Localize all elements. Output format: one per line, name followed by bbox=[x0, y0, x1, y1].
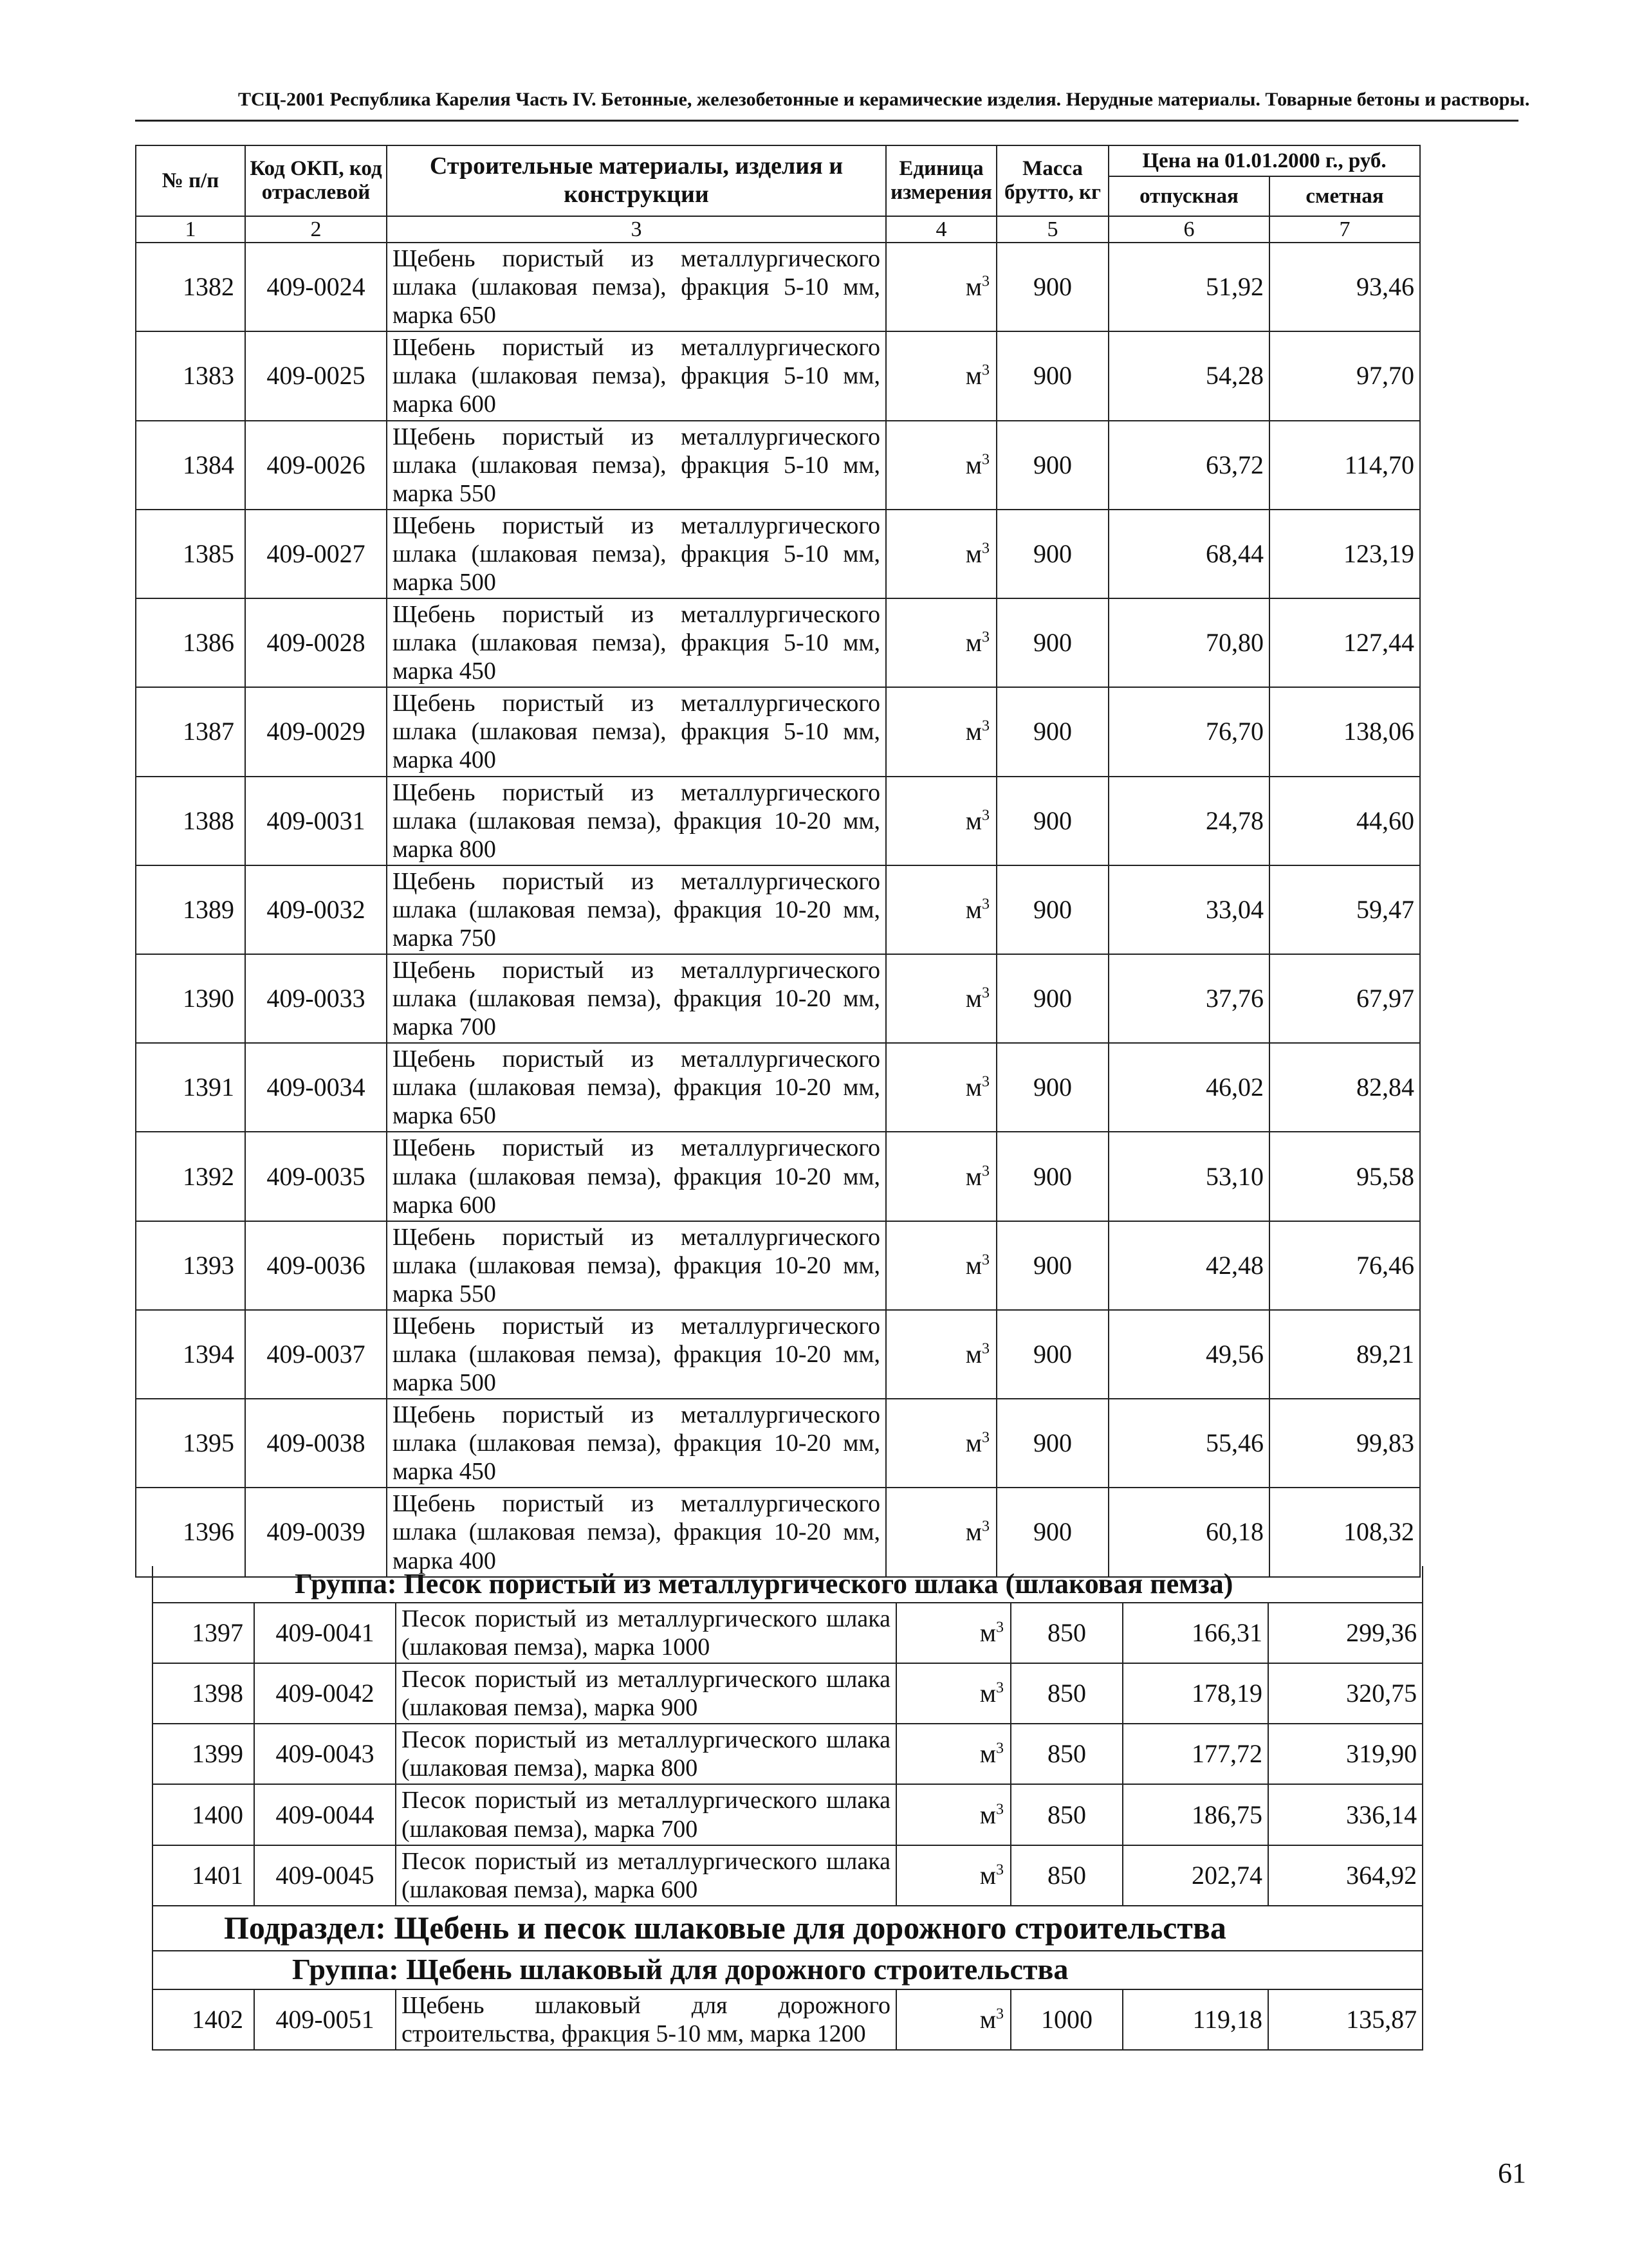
row-price-release: 119,18 bbox=[1123, 1989, 1268, 2050]
row-number: 1402 bbox=[152, 1989, 254, 2050]
unit-label: м bbox=[965, 1161, 982, 1191]
unit-power: 3 bbox=[982, 451, 990, 468]
column-number-row bbox=[136, 216, 1420, 243]
row-price-release: 68,44 bbox=[1109, 510, 1269, 598]
row-price-estimate: 138,06 bbox=[1269, 687, 1420, 776]
unit-power: 3 bbox=[982, 1163, 990, 1180]
row-unit bbox=[886, 687, 997, 776]
row-description: Щебень пористый из металлургического шлака (шлаковая пемза), фракция 10-20 мм, марка 750 bbox=[387, 865, 886, 954]
row-description: Песок пористый из металлургического шлака (шлаковая пемза), марка 800 bbox=[396, 1724, 896, 1784]
row-price-release: 42,48 bbox=[1109, 1221, 1269, 1310]
row-unit bbox=[886, 1399, 997, 1488]
unit-power: 3 bbox=[982, 1251, 990, 1269]
unit-power: 3 bbox=[996, 1619, 1004, 1636]
row-number: 1391 bbox=[136, 1043, 245, 1132]
col-header-unit: Единица измерения bbox=[886, 145, 997, 216]
row-price-release: 37,76 bbox=[1109, 954, 1269, 1043]
subsection-title: Подраздел: Щебень и песок шлаковые для дорожного строительства bbox=[152, 1906, 1423, 1951]
table-row bbox=[136, 421, 1420, 510]
row-mass: 900 bbox=[997, 954, 1109, 1043]
row-description: Щебень пористый из металлургического шлака (шлаковая пемза), фракция 10-20 мм, марка 550 bbox=[387, 1221, 886, 1310]
row-number: 1396 bbox=[136, 1488, 245, 1576]
row-number: 1390 bbox=[136, 954, 245, 1043]
unit-power: 3 bbox=[982, 718, 990, 735]
row-description: Щебень пористый из металлургического шлака (шлаковая пемза), фракция 5-10 мм, марка 650 bbox=[387, 243, 886, 331]
row-mass: 1000 bbox=[1011, 1989, 1123, 2050]
row-description: Щебень шлаковый для дорожного строительства, фракция 5-10 мм, марка 1200 bbox=[396, 1989, 896, 2050]
row-price-estimate: 364,92 bbox=[1268, 1845, 1423, 1906]
unit-label: м bbox=[965, 717, 982, 746]
unit-label: м bbox=[979, 2004, 996, 2034]
col-number: 3 bbox=[387, 216, 886, 243]
row-unit bbox=[886, 1488, 997, 1576]
unit-label: м bbox=[979, 1739, 996, 1769]
table-row bbox=[152, 1663, 1423, 1724]
row-number: 1395 bbox=[136, 1399, 245, 1488]
unit-label: м bbox=[965, 272, 982, 302]
row-mass: 900 bbox=[997, 1132, 1109, 1221]
table-row bbox=[136, 510, 1420, 598]
unit-power: 3 bbox=[982, 807, 990, 824]
row-code: 409-0025 bbox=[245, 331, 387, 420]
row-unit bbox=[886, 243, 997, 331]
row-description: Щебень пористый из металлургического шлака (шлаковая пемза), фракция 10-20 мм, марка 800 bbox=[387, 777, 886, 865]
row-code: 409-0036 bbox=[245, 1221, 387, 1310]
row-code: 409-0032 bbox=[245, 865, 387, 954]
table-row bbox=[152, 1845, 1423, 1906]
table-row bbox=[136, 1221, 1420, 1310]
row-code: 409-0034 bbox=[245, 1043, 387, 1132]
row-mass: 900 bbox=[997, 1310, 1109, 1399]
row-unit bbox=[886, 421, 997, 510]
row-description: Песок пористый из металлургического шлака (шлаковая пемза), марка 600 bbox=[396, 1845, 896, 1906]
row-code: 409-0041 bbox=[254, 1603, 396, 1663]
row-code: 409-0035 bbox=[245, 1132, 387, 1221]
unit-power: 3 bbox=[982, 1073, 990, 1091]
col-number: 2 bbox=[245, 216, 387, 243]
row-mass: 900 bbox=[997, 687, 1109, 776]
table-row bbox=[152, 1989, 1423, 2050]
row-code: 409-0037 bbox=[245, 1310, 387, 1399]
row-code: 409-0028 bbox=[245, 598, 387, 687]
row-unit bbox=[886, 598, 997, 687]
row-number: 1401 bbox=[152, 1845, 254, 1906]
row-description: Щебень пористый из металлургического шлака (шлаковая пемза), фракция 5-10 мм, марка 450 bbox=[387, 598, 886, 687]
unit-power: 3 bbox=[982, 540, 990, 557]
row-number: 1399 bbox=[152, 1724, 254, 1784]
unit-power: 3 bbox=[982, 984, 990, 1002]
header-row bbox=[136, 145, 1420, 176]
page-header: ТСЦ-2001 Республика Карелия Часть IV. Бетонные, железобетонные и керамические изделия. Нерудные материалы. Товарные бетоны и растворы. bbox=[238, 89, 1530, 110]
unit-label: м bbox=[965, 1340, 982, 1369]
col-header-price-estimate: сметная bbox=[1269, 176, 1420, 216]
row-mass: 900 bbox=[997, 421, 1109, 510]
row-price-release: 76,70 bbox=[1109, 687, 1269, 776]
row-number: 1382 bbox=[136, 243, 245, 331]
col-header-mass: Масса брутто, кг bbox=[997, 145, 1109, 216]
table-row bbox=[136, 331, 1420, 420]
row-mass: 850 bbox=[1011, 1845, 1123, 1906]
row-price-estimate: 123,19 bbox=[1269, 510, 1420, 598]
row-code: 409-0045 bbox=[254, 1845, 396, 1906]
unit-label: м bbox=[965, 628, 982, 658]
row-price-estimate: 76,46 bbox=[1269, 1221, 1420, 1310]
group-row bbox=[152, 1951, 1423, 1989]
table-row bbox=[152, 1724, 1423, 1784]
row-mass: 900 bbox=[997, 1043, 1109, 1132]
row-unit bbox=[886, 777, 997, 865]
table-row bbox=[136, 687, 1420, 776]
row-description: Щебень пористый из металлургического шлака (шлаковая пемза), фракция 5-10 мм, марка 500 bbox=[387, 510, 886, 598]
row-price-estimate: 95,58 bbox=[1269, 1132, 1420, 1221]
row-number: 1400 bbox=[152, 1784, 254, 1845]
unit-power: 3 bbox=[996, 1740, 1004, 1758]
row-price-release: 186,75 bbox=[1123, 1784, 1268, 1845]
row-unit bbox=[886, 1221, 997, 1310]
price-table-continued bbox=[152, 1566, 1423, 2051]
unit-label: м bbox=[965, 1517, 982, 1547]
unit-label: м bbox=[965, 1250, 982, 1280]
col-header-price-release: отпускная bbox=[1109, 176, 1269, 216]
row-price-release: 54,28 bbox=[1109, 331, 1269, 420]
row-mass: 900 bbox=[997, 598, 1109, 687]
table-row bbox=[136, 1310, 1420, 1399]
row-price-estimate: 135,87 bbox=[1268, 1989, 1423, 2050]
price-table bbox=[135, 145, 1421, 1578]
row-number: 1383 bbox=[136, 331, 245, 420]
row-mass: 900 bbox=[997, 777, 1109, 865]
row-number: 1392 bbox=[136, 1132, 245, 1221]
row-mass: 850 bbox=[1011, 1603, 1123, 1663]
row-code: 409-0031 bbox=[245, 777, 387, 865]
row-code: 409-0043 bbox=[254, 1724, 396, 1784]
unit-label: м bbox=[979, 1618, 996, 1648]
col-header-code: Код ОКП, код отраслевой bbox=[245, 145, 387, 216]
row-mass: 900 bbox=[997, 865, 1109, 954]
col-number: 6 bbox=[1109, 216, 1269, 243]
row-unit bbox=[886, 331, 997, 420]
row-code: 409-0044 bbox=[254, 1784, 396, 1845]
row-price-estimate: 99,83 bbox=[1269, 1399, 1420, 1488]
row-price-release: 60,18 bbox=[1109, 1488, 1269, 1576]
row-number: 1394 bbox=[136, 1310, 245, 1399]
unit-power: 3 bbox=[982, 896, 990, 913]
row-price-estimate: 44,60 bbox=[1269, 777, 1420, 865]
row-price-release: 177,72 bbox=[1123, 1724, 1268, 1784]
row-number: 1385 bbox=[136, 510, 245, 598]
col-header-num: № п/п bbox=[136, 145, 245, 216]
unit-power: 3 bbox=[982, 1429, 990, 1446]
row-unit bbox=[886, 865, 997, 954]
col-number: 1 bbox=[136, 216, 245, 243]
unit-label: м bbox=[965, 361, 982, 391]
unit-label: м bbox=[965, 450, 982, 479]
row-price-estimate: 82,84 bbox=[1269, 1043, 1420, 1132]
row-unit bbox=[886, 1132, 997, 1221]
unit-label: м bbox=[979, 1679, 996, 1708]
row-price-release: 63,72 bbox=[1109, 421, 1269, 510]
unit-label: м bbox=[965, 984, 982, 1013]
row-price-release: 202,74 bbox=[1123, 1845, 1268, 1906]
row-unit bbox=[896, 1603, 1011, 1663]
row-price-estimate: 127,44 bbox=[1269, 598, 1420, 687]
row-price-estimate: 89,21 bbox=[1269, 1310, 1420, 1399]
table-row bbox=[136, 1488, 1420, 1576]
header-rule bbox=[135, 120, 1518, 122]
col-number: 5 bbox=[997, 216, 1109, 243]
row-description: Песок пористый из металлургического шлака (шлаковая пемза), марка 700 bbox=[396, 1784, 896, 1845]
row-price-release: 24,78 bbox=[1109, 777, 1269, 865]
row-code: 409-0051 bbox=[254, 1989, 396, 2050]
row-unit bbox=[886, 1310, 997, 1399]
unit-label: м bbox=[965, 894, 982, 924]
row-number: 1393 bbox=[136, 1221, 245, 1310]
col-header-price: Цена на 01.01.2000 г., руб. bbox=[1109, 145, 1420, 176]
unit-power: 3 bbox=[996, 2005, 1004, 2023]
row-unit bbox=[886, 1043, 997, 1132]
row-description: Щебень пористый из металлургического шлака (шлаковая пемза), фракция 10-20 мм, марка 700 bbox=[387, 954, 886, 1043]
row-price-estimate: 114,70 bbox=[1269, 421, 1420, 510]
row-number: 1386 bbox=[136, 598, 245, 687]
row-code: 409-0027 bbox=[245, 510, 387, 598]
row-price-release: 166,31 bbox=[1123, 1603, 1268, 1663]
table-row bbox=[136, 1399, 1420, 1488]
unit-label: м bbox=[965, 1428, 982, 1458]
unit-label: м bbox=[965, 539, 982, 568]
row-unit bbox=[886, 954, 997, 1043]
row-price-release: 53,10 bbox=[1109, 1132, 1269, 1221]
row-mass: 850 bbox=[1011, 1663, 1123, 1724]
table-row bbox=[136, 243, 1420, 331]
unit-power: 3 bbox=[982, 1340, 990, 1358]
row-code: 409-0024 bbox=[245, 243, 387, 331]
group-title: Группа: Песок пористый из металлургического шлака (шлаковая пемза) bbox=[152, 1566, 1423, 1603]
row-unit bbox=[886, 510, 997, 598]
row-unit bbox=[896, 1663, 1011, 1724]
table-row bbox=[152, 1784, 1423, 1845]
row-unit bbox=[896, 1784, 1011, 1845]
unit-power: 3 bbox=[982, 273, 990, 290]
row-unit bbox=[896, 1845, 1011, 1906]
unit-power: 3 bbox=[982, 1518, 990, 1536]
subsection-row bbox=[152, 1906, 1423, 1951]
row-price-estimate: 93,46 bbox=[1269, 243, 1420, 331]
row-mass: 900 bbox=[997, 510, 1109, 598]
page-number: 61 bbox=[1498, 2157, 1526, 2189]
table-row bbox=[136, 598, 1420, 687]
row-price-estimate: 108,32 bbox=[1269, 1488, 1420, 1576]
unit-power: 3 bbox=[996, 1679, 1004, 1697]
row-code: 409-0029 bbox=[245, 687, 387, 776]
row-description: Щебень пористый из металлургического шлака (шлаковая пемза), фракция 5-10 мм, марка 600 bbox=[387, 331, 886, 420]
row-code: 409-0033 bbox=[245, 954, 387, 1043]
row-description: Щебень пористый из металлургического шлака (шлаковая пемза), фракция 10-20 мм, марка 600 bbox=[387, 1132, 886, 1221]
row-price-estimate: 319,90 bbox=[1268, 1724, 1423, 1784]
row-price-release: 46,02 bbox=[1109, 1043, 1269, 1132]
row-description: Щебень пористый из металлургического шлака (шлаковая пемза), фракция 5-10 мм, марка 400 bbox=[387, 687, 886, 776]
row-price-release: 70,80 bbox=[1109, 598, 1269, 687]
row-mass: 850 bbox=[1011, 1784, 1123, 1845]
group-title: Группа: Щебень шлаковый для дорожного строительства bbox=[152, 1951, 1423, 1989]
row-price-estimate: 299,36 bbox=[1268, 1603, 1423, 1663]
row-description: Песок пористый из металлургического шлака (шлаковая пемза), марка 1000 bbox=[396, 1603, 896, 1663]
row-mass: 900 bbox=[997, 331, 1109, 420]
row-price-release: 55,46 bbox=[1109, 1399, 1269, 1488]
table-row bbox=[152, 1603, 1423, 1663]
unit-label: м bbox=[979, 1860, 996, 1890]
row-description: Щебень пористый из металлургического шлака (шлаковая пемза), фракция 10-20 мм, марка 500 bbox=[387, 1310, 886, 1399]
row-price-release: 178,19 bbox=[1123, 1663, 1268, 1724]
row-price-estimate: 97,70 bbox=[1269, 331, 1420, 420]
row-mass: 850 bbox=[1011, 1724, 1123, 1784]
row-description: Щебень пористый из металлургического шлака (шлаковая пемза), фракция 10-20 мм, марка 450 bbox=[387, 1399, 886, 1488]
table-row bbox=[136, 1043, 1420, 1132]
row-mass: 900 bbox=[997, 243, 1109, 331]
unit-label: м bbox=[979, 1800, 996, 1829]
row-price-release: 33,04 bbox=[1109, 865, 1269, 954]
row-number: 1389 bbox=[136, 865, 245, 954]
row-price-estimate: 59,47 bbox=[1269, 865, 1420, 954]
row-number: 1384 bbox=[136, 421, 245, 510]
col-number: 4 bbox=[886, 216, 997, 243]
row-code: 409-0038 bbox=[245, 1399, 387, 1488]
unit-power: 3 bbox=[996, 1861, 1004, 1879]
row-price-release: 51,92 bbox=[1109, 243, 1269, 331]
col-header-name: Строительные материалы, изделия и конструкции bbox=[387, 145, 886, 216]
row-mass: 900 bbox=[997, 1488, 1109, 1576]
row-price-estimate: 336,14 bbox=[1268, 1784, 1423, 1845]
row-price-estimate: 67,97 bbox=[1269, 954, 1420, 1043]
row-description: Щебень пористый из металлургического шлака (шлаковая пемза), фракция 10-20 мм, марка 400 bbox=[387, 1488, 886, 1576]
row-mass: 900 bbox=[997, 1399, 1109, 1488]
unit-label: м bbox=[965, 806, 982, 835]
unit-power: 3 bbox=[982, 629, 990, 646]
unit-power: 3 bbox=[996, 1801, 1004, 1818]
row-mass: 900 bbox=[997, 1221, 1109, 1310]
row-price-release: 49,56 bbox=[1109, 1310, 1269, 1399]
unit-label: м bbox=[965, 1073, 982, 1102]
row-code: 409-0039 bbox=[245, 1488, 387, 1576]
row-description: Щебень пористый из металлургического шлака (шлаковая пемза), фракция 5-10 мм, марка 550 bbox=[387, 421, 886, 510]
table-row bbox=[136, 865, 1420, 954]
row-number: 1388 bbox=[136, 777, 245, 865]
row-number: 1397 bbox=[152, 1603, 254, 1663]
row-unit bbox=[896, 1989, 1011, 2050]
table-row bbox=[136, 1132, 1420, 1221]
table-row bbox=[136, 954, 1420, 1043]
group-row bbox=[152, 1566, 1423, 1603]
row-price-estimate: 320,75 bbox=[1268, 1663, 1423, 1724]
table-row bbox=[136, 777, 1420, 865]
unit-power: 3 bbox=[982, 362, 990, 380]
row-number: 1387 bbox=[136, 687, 245, 776]
row-description: Песок пористый из металлургического шлака (шлаковая пемза), марка 900 bbox=[396, 1663, 896, 1724]
row-description: Щебень пористый из металлургического шлака (шлаковая пемза), фракция 10-20 мм, марка 650 bbox=[387, 1043, 886, 1132]
row-number: 1398 bbox=[152, 1663, 254, 1724]
col-number: 7 bbox=[1269, 216, 1420, 243]
row-unit bbox=[896, 1724, 1011, 1784]
row-code: 409-0026 bbox=[245, 421, 387, 510]
row-code: 409-0042 bbox=[254, 1663, 396, 1724]
